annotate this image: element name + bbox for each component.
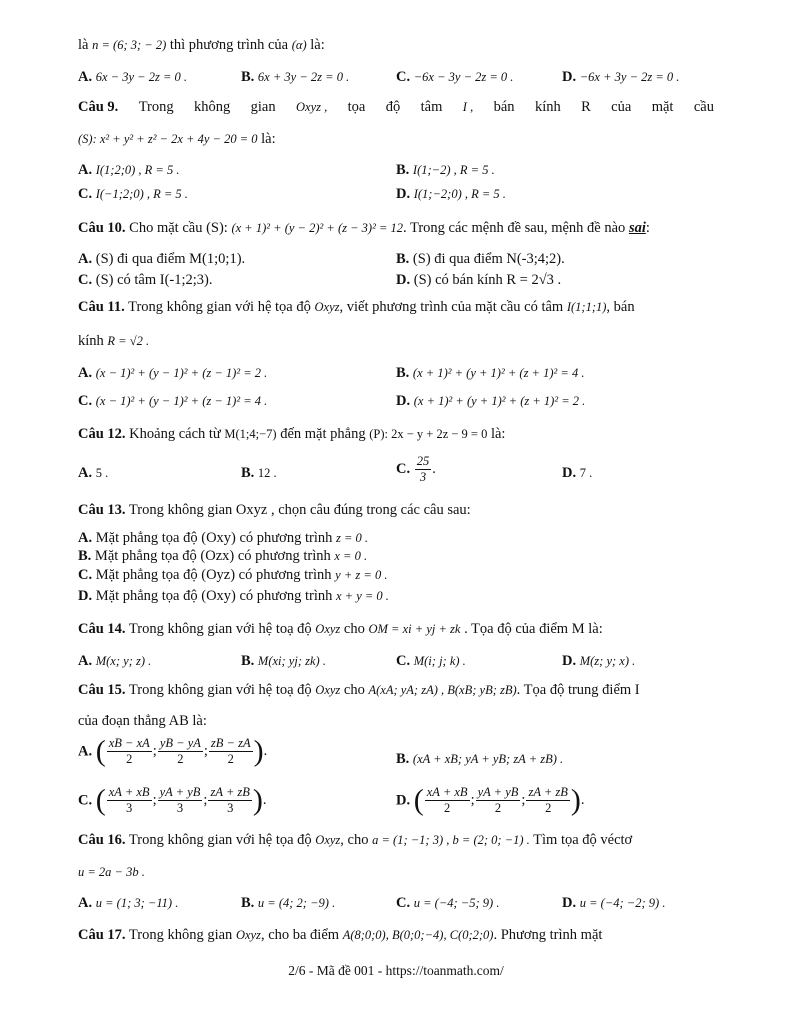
q14-option-d[interactable]: D. M(z; y; x) . xyxy=(562,653,636,669)
q9-option-d[interactable]: D. I(1;−2;0) , R = 5 . xyxy=(396,186,506,202)
q16-option-a[interactable]: A. u = (1; 3; −11) . xyxy=(78,895,179,911)
fraction: $\frac{25}{3}$ xyxy=(416,454,430,484)
q10-option-a[interactable]: A. (S) đi qua điểm M(1;0;1). xyxy=(78,251,246,267)
q11-option-a[interactable]: A. (x − 1)² + (y − 1)² + (z − 1)² = 2 . xyxy=(78,365,268,381)
q14-option-b[interactable]: B. M(xi; yj; zk) . xyxy=(241,653,326,669)
q12-option-d[interactable]: D. 7 . xyxy=(562,465,593,481)
q9-question: Câu 9. Trong không gian Oxyz , tọa độ tâm I , bán kính R của mặt cầu xyxy=(78,99,714,115)
q13-option-a[interactable]: A. Mặt phẳng tọa độ (Oxy) có phương trình z = 0 . xyxy=(78,530,369,546)
q8-option-c[interactable]: C. −6x − 3y − 2z = 0 . xyxy=(396,69,514,85)
q15-question: Câu 15. Trong không gian với hệ toạ độ Oxyz cho A(xA; yA; zA) , B(xB; yB; zB). Tọa độ trung điểm I xyxy=(78,682,640,698)
q15-question-line2: của đoạn thẳng AB là: xyxy=(78,713,207,729)
q11-question: Câu 11. Trong không gian với hệ tọa độ Oxyz, viết phương trình của mặt cầu có tâm I(1;1;1), bán xyxy=(78,299,635,315)
emphasis-sai: sai xyxy=(628,220,646,236)
q15-option-c[interactable]: C. ( $\frac{xA + xB}{3}$ ; $\frac{yA + yB}{3}$ ; $\frac{zA + zB}{3}$ ). xyxy=(78,783,267,817)
q11-question-line2: kính R = √2 . xyxy=(78,333,150,349)
vector-equation: OM = xi + yj + zk xyxy=(368,622,461,636)
q14-option-a[interactable]: A. M(x; y; z) . xyxy=(78,653,152,669)
q16-option-d[interactable]: D. u = (−4; −2; 9) . xyxy=(562,895,666,911)
q11-option-d[interactable]: D. (x + 1)² + (y + 1)² + (z + 1)² = 2 . xyxy=(396,393,586,409)
q9-option-c[interactable]: C. I(−1;2;0) , R = 5 . xyxy=(78,186,188,202)
q13-option-c[interactable]: C. Mặt phẳng tọa độ (Oyz) có phương trình y + z = 0 . xyxy=(78,567,388,583)
intro-line: là n = (6; 3; − 2) thì phương trình của (α) là: xyxy=(78,37,325,53)
q9-equation-line: (S): x² + y² + z² − 2x + 4y − 20 = 0 là: xyxy=(78,131,276,147)
q12-option-b[interactable]: B. 12 . xyxy=(241,465,277,481)
q16-option-b[interactable]: B. u = (4; 2; −9) . xyxy=(241,895,336,911)
q12-option-a[interactable]: A. 5 . xyxy=(78,465,109,481)
q13-option-b[interactable]: B. Mặt phẳng tọa độ (Ozx) có phương trình x = 0 . xyxy=(78,548,368,564)
given-vectors: a = (1; −1; 3) , b = (2; 0; −1) . xyxy=(372,833,530,847)
q10-option-c[interactable]: C. (S) có tâm I(-1;2;3). xyxy=(78,272,213,288)
q10-question: Câu 10. Cho mặt cầu (S): (x + 1)² + (y − 2)² + (z − 3)² = 12. Trong các mệnh đề sau, mệnh đề nào sai: xyxy=(78,220,650,236)
q16-question: Câu 16. Trong không gian với hệ tọa độ Oxyz, cho a = (1; −1; 3) , b = (2; 0; −1) . Tìm tọa độ véctơ xyxy=(78,832,633,848)
q12-question: Câu 12. Khoảng cách từ M(1;4;−7) đến mặt phẳng (P): 2x − y + 2z − 9 = 0 là: xyxy=(78,426,506,442)
q10-option-b[interactable]: B. (S) đi qua điểm N(-3;4;2). xyxy=(396,251,565,267)
normal-vector: n = (6; 3; − 2) xyxy=(92,38,167,52)
q9-option-b[interactable]: B. I(1;−2) , R = 5 . xyxy=(396,162,495,178)
q10-option-d[interactable]: D. (S) có bán kính R = 2√3 . xyxy=(396,272,562,288)
q16-question-line2: u = 2a − 3b . xyxy=(78,865,145,879)
q8-option-a[interactable]: A. 6x − 3y − 2z = 0 . xyxy=(78,69,188,85)
q15-option-b[interactable]: B. (xA + xB; yA + yB; zA + zB) . xyxy=(396,751,564,767)
page-footer: 2/6 - Mã đề 001 - https://toanmath.com/ xyxy=(288,963,504,978)
q12-option-c[interactable]: C. $\frac{25}{3}$ . xyxy=(396,454,436,484)
q15-option-a[interactable]: A. ( $\frac{xB - xA}{2}$ ; $\frac{yB - yA}{2}$ ; $\frac{zB - zA}{2}$ ). xyxy=(78,734,268,768)
q16-option-c[interactable]: C. u = (−4; −5; 9) . xyxy=(396,895,500,911)
q11-option-b[interactable]: B. (x + 1)² + (y + 1)² + (z + 1)² = 4 . xyxy=(396,365,585,381)
q9-option-a[interactable]: A. I(1;2;0) , R = 5 . xyxy=(78,162,180,178)
q15-option-d[interactable]: D. ( $\frac{xA + xB}{2}$ ; $\frac{yA + yB}{2}$ ; $\frac{zA + zB}{2}$ ). xyxy=(396,783,585,817)
q13-question: Câu 13. Trong không gian Oxyz , chọn câu đúng trong các câu sau: xyxy=(78,502,471,518)
q8-option-b[interactable]: B. 6x + 3y − 2z = 0 . xyxy=(241,69,350,85)
q14-question: Câu 14. Trong không gian với hệ toạ độ Oxyz cho OM = xi + yj + zk . Tọa độ của điểm M là: xyxy=(78,621,603,637)
q8-option-d[interactable]: D. −6x + 3y − 2z = 0 . xyxy=(562,69,680,85)
q14-option-c[interactable]: C. M(i; j; k) . xyxy=(396,653,466,669)
q11-option-c[interactable]: C. (x − 1)² + (y − 1)² + (z − 1)² = 4 . xyxy=(78,393,268,409)
q13-option-d[interactable]: D. Mặt phẳng tọa độ (Oxy) có phương trình x + y = 0 . xyxy=(78,588,389,604)
q17-question: Câu 17. Trong không gian Oxyz, cho ba điểm A(8;0;0), B(0;0;−4), C(0;2;0). Phương trình mặt xyxy=(78,927,603,943)
